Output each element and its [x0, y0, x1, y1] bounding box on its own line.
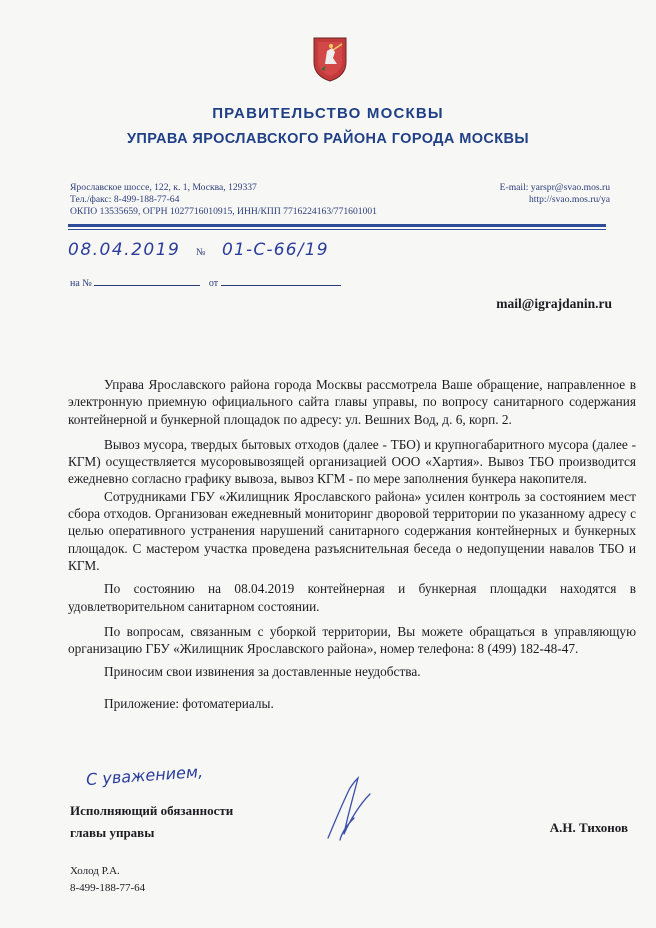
body-paragraph: Приносим свои извинения за доставленные неудобства. — [104, 664, 421, 680]
codes-line: ОКПО 13535659, ОГРН 1027716010915, ИНН/КПП 7716224163/771601001 — [70, 206, 377, 217]
registration-date: 08.04.2019 — [68, 240, 181, 260]
handwritten-closing: С уважением, — [85, 761, 204, 790]
body-paragraph: Управа Ярославского района города Москвы рассмотрела Ваше обращение, направленное в электронную приемную официального сайта главы управы, по вопросу санитарного содержания контейнерной и бункерной площадок по адресу: ул. Вешних Вод, д. 6, корп. 2. — [68, 377, 636, 427]
reference-line — [70, 276, 341, 289]
reference-prefix: на № — [70, 278, 92, 289]
reference-number-blank — [94, 276, 200, 286]
reference-from-label: от — [208, 278, 219, 289]
body-paragraph: По вопросам, связанным с уборкой территории, Вы можете обращаться в управляющую организацию ГБУ «Жилищник Ярославского района», номер телефона: 8 (499) 182-48-47. — [68, 623, 636, 657]
reference-date-blank — [221, 276, 341, 286]
body-paragraph: Вывоз мусора, твердых бытовых отходов (далее - ТБО) и крупногабаритного мусора (далее - КГМ) осуществляется мусоровывозящей организацией ООО «Хартия». Вывоз ТБО производится ежедневно согласно графику вывоза, вывоз КГМ - по мере заполнения бункера накопителя. — [68, 436, 636, 487]
position-line: главы управы — [70, 825, 155, 840]
body-paragraph: По состоянию на 08.04.2019 контейнерная и бункерная площадки находятся в удовлетворительном санитарном состоянии. — [68, 581, 636, 614]
signer-name: А.Н. Тихонов — [549, 820, 628, 835]
uprava-title: УПРАВА ЯРОСЛАВСКОГО РАЙОНА ГОРОДА МОСКВЫ — [127, 131, 529, 147]
address-line: Ярославское шоссе, 122, к. 1, Москва, 129337 — [70, 182, 257, 193]
attachment-note: Приложение: фотоматериалы. — [104, 695, 274, 711]
contact-details — [70, 182, 377, 218]
government-title: ПРАВИТЕЛЬСТВО МОСКВЫ — [212, 105, 444, 122]
recipient-address: mail@igrajdanin.ru — [496, 296, 612, 311]
phone-line: Тел./факс: 8-499-188-77-64 — [70, 194, 180, 205]
body-paragraph: Сотрудниками ГБУ «Жилищник Ярославского района» усилен контроль за состоянием мест сбора отходов. Организован ежедневный мониторинг дворовой территории по указанному адресу с целью оперативного устранения нарушений санитарного содержания контейнерных и бункерных площадок. С мастером участка проведена разъяснительная беседа о недопущении навалов ТБО и КГМ. — [68, 488, 636, 573]
online-contacts — [500, 182, 610, 206]
email-line: E-mail: yarspr@svao.mos.ru — [499, 182, 610, 193]
header-divider-thin — [68, 229, 606, 230]
handwritten-signature — [320, 774, 380, 844]
signer-position — [70, 800, 233, 844]
executor-phone: 8-499-188-77-64 — [70, 882, 146, 894]
registration-number-label: № — [196, 247, 206, 258]
letter-body — [68, 376, 636, 712]
executor-name: Холод Р.А. — [70, 865, 120, 877]
executor-info — [70, 863, 145, 897]
header-divider — [68, 224, 606, 227]
website-line: http://svao.mos.ru/ya — [528, 194, 610, 205]
position-line: Исполняющий обязанности — [70, 803, 234, 818]
moscow-coat-of-arms-icon — [312, 36, 348, 82]
registration-number: 01-С-66/19 — [222, 240, 329, 260]
